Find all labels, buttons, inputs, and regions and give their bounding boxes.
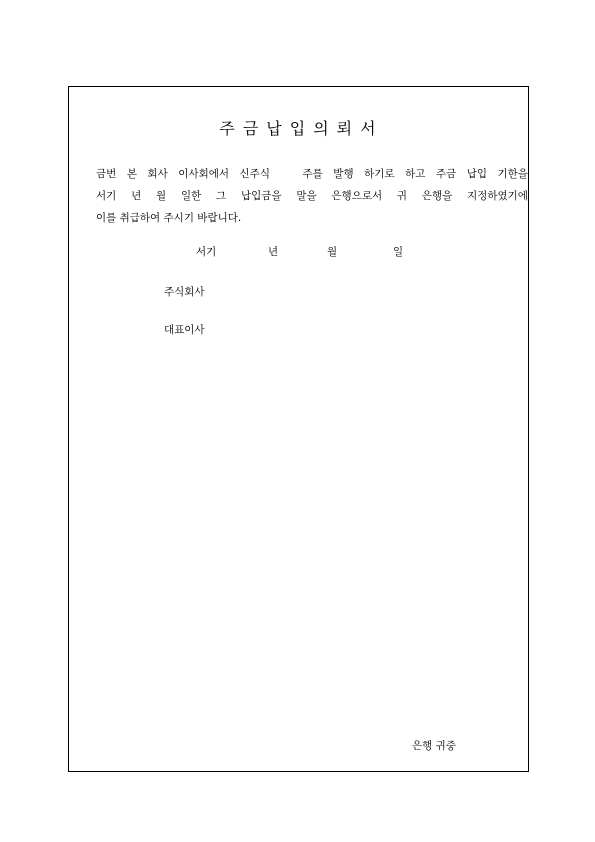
word: 발행: [333, 168, 354, 180]
body-line-2: [96, 185, 528, 207]
word: 지정하였기에: [467, 190, 528, 202]
word: 본: [126, 168, 137, 180]
word: 그: [216, 190, 227, 202]
word: 귀: [396, 190, 408, 202]
word: 일한: [180, 190, 202, 202]
word: 말을: [296, 190, 317, 202]
ceo-label: 대표이사: [164, 324, 205, 336]
date-day-label: 일: [393, 246, 404, 258]
addressee-label: 은행 귀중: [412, 740, 456, 752]
word: 은행으로서: [331, 190, 383, 202]
word: 하기로: [364, 168, 395, 180]
body-line-3: 이를 취급하여 주시기 바랍니다.: [96, 212, 242, 224]
date-prefix: 서기: [196, 246, 217, 258]
word: 신주식: [239, 168, 270, 180]
word: 금번: [96, 168, 117, 180]
date-year-label: 년: [268, 246, 279, 258]
word: 주금: [435, 168, 457, 180]
request-body: [96, 163, 528, 229]
body-line-1: [96, 163, 528, 185]
word: 이사회에서: [178, 168, 230, 180]
word: 회사: [147, 168, 168, 180]
document-title: 주금납입의뢰서: [219, 119, 384, 138]
word: 납입: [466, 168, 487, 180]
word: 월: [156, 190, 167, 202]
company-label: 주식회사: [164, 286, 205, 298]
word: 년: [131, 190, 142, 202]
word: 서기: [96, 190, 117, 202]
word: 납입금을: [240, 190, 282, 202]
word: 기한을: [497, 168, 528, 180]
word: 주를: [302, 168, 323, 180]
date-month-label: 월: [327, 246, 338, 258]
word: 은행을: [421, 190, 453, 202]
word: 하고: [405, 168, 426, 180]
